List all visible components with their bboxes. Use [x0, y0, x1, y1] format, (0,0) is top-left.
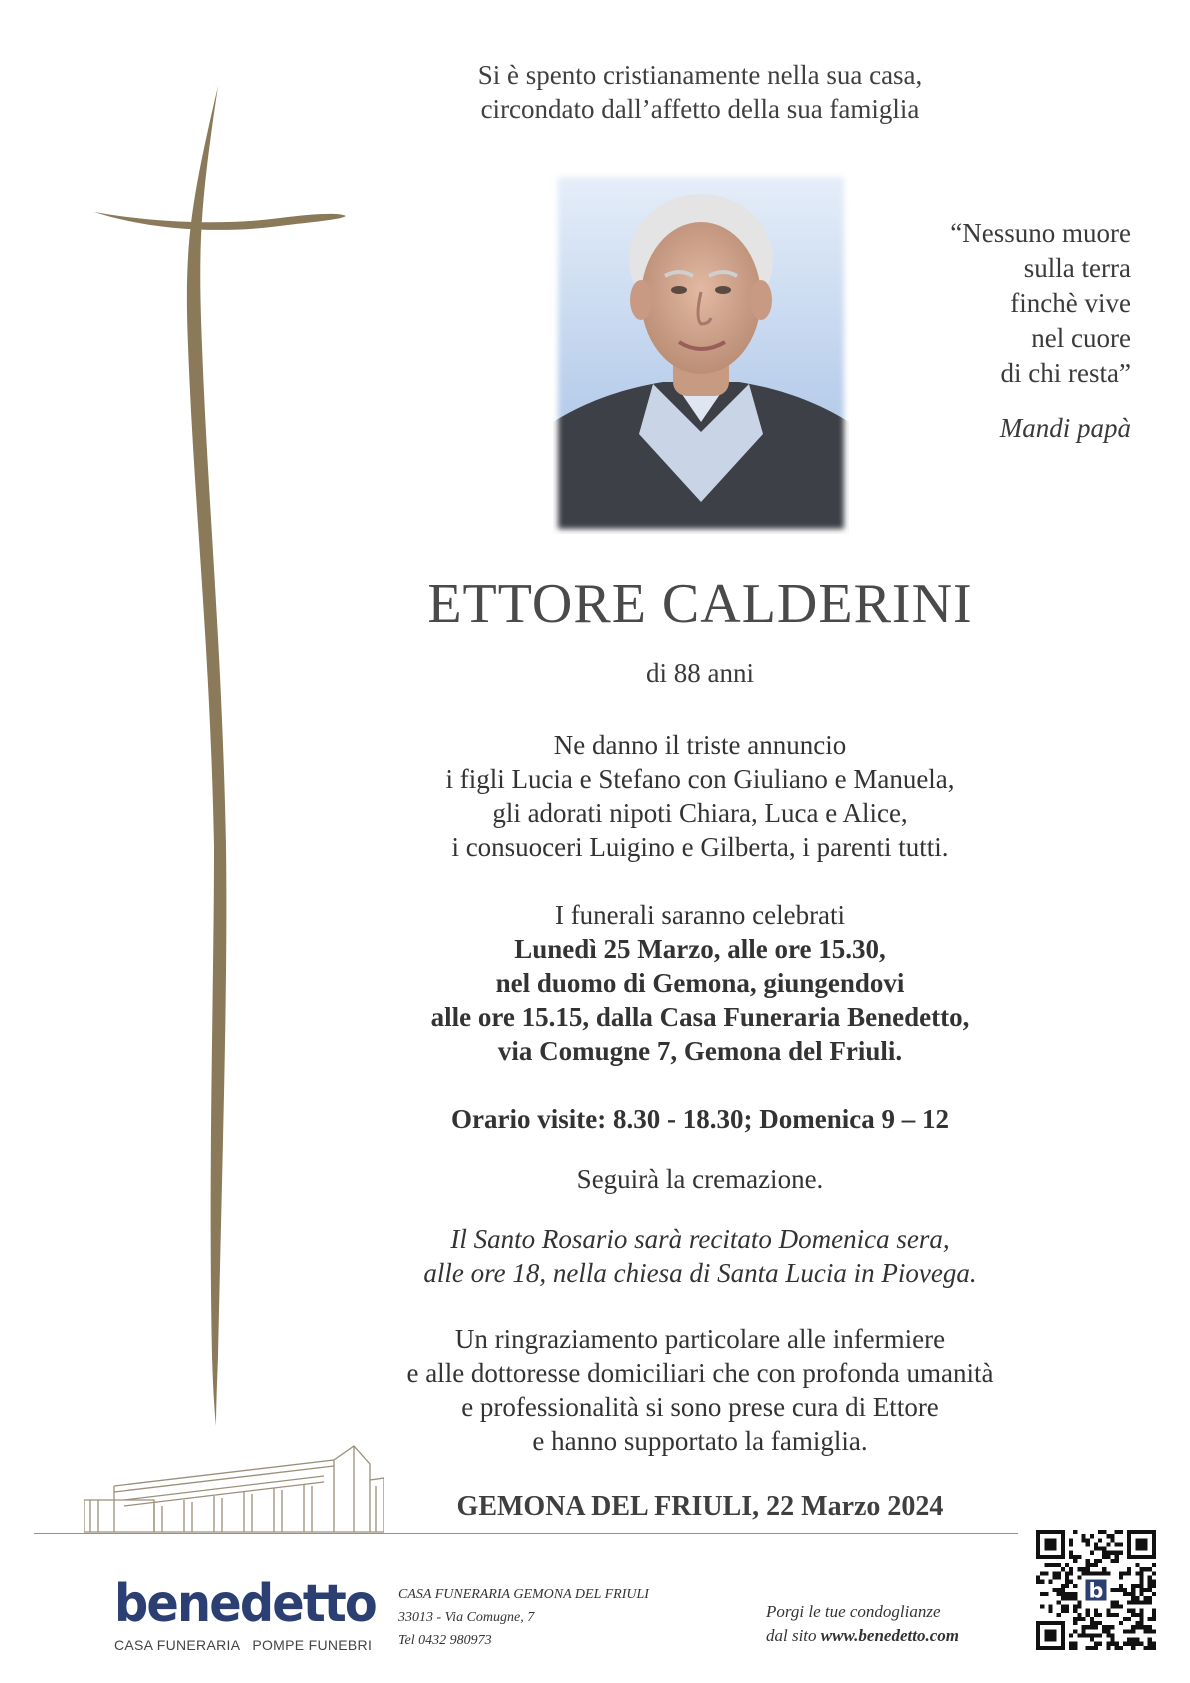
funeral-intro: I funerali saranno celebrati	[554, 900, 846, 930]
thanks-line: Un ringraziamento particolare alle infermiere	[454, 1324, 946, 1354]
divider-line	[34, 1533, 1018, 1534]
deceased-age: di 88 anni	[646, 658, 754, 688]
announcement-line: i consuoceri Luigino e Gilberta, i parenti tutti.	[451, 832, 949, 862]
rosary-line: Il Santo Rosario sarà recitato Domenica sera,	[450, 1224, 950, 1254]
brand-tagline-left: CASA FUNERARIA	[114, 1637, 241, 1653]
address-line: 33013 - Via Comugne, 7	[398, 1610, 535, 1625]
thanks-line: e hanno supportato la famiglia.	[532, 1426, 868, 1456]
quote-line: finchè vive	[1010, 288, 1131, 318]
brand-logo: benedetto	[114, 1574, 376, 1634]
quote-line: di chi resta”	[1000, 358, 1131, 388]
building-icon	[84, 1420, 384, 1540]
cross-icon	[90, 86, 350, 1446]
quote-block	[831, 216, 1131, 446]
quote-signoff: Mandi papà	[999, 413, 1131, 443]
announcement-line: gli adorati nipoti Chiara, Luca e Alice,	[492, 798, 908, 828]
rosary-block	[340, 1222, 1060, 1290]
announcement-line: Ne danno il triste annuncio	[553, 730, 847, 760]
condolences-line: Porgi le tue condoglianze	[766, 1602, 941, 1621]
brand-tagline	[114, 1637, 372, 1653]
qr-code-icon[interactable]	[1036, 1530, 1156, 1650]
funeral-detail: nel duomo di Gemona, giungendovi	[495, 968, 905, 998]
funeral-block	[340, 898, 1060, 1068]
thanks-line: e professionalità si sono prese cura di Ettore	[461, 1392, 939, 1422]
place-date: GEMONA DEL FRIULI, 22 Marzo 2024	[456, 1491, 944, 1522]
funeral-detail: Lunedì 25 Marzo, alle ore 15.30,	[514, 934, 886, 964]
website-link[interactable]: www.benedetto.com	[820, 1626, 959, 1645]
funeral-detail: via Comugne 7, Gemona del Friuli.	[497, 1036, 903, 1066]
thanks-line: e alle dottoresse domiciliari che con profonda umanità	[406, 1358, 994, 1388]
visiting-hours: Orario visite: 8.30 - 18.30; Domenica 9 – 12	[451, 1104, 949, 1134]
address-block	[398, 1583, 649, 1652]
quote-line: sulla terra	[1023, 253, 1131, 283]
thanks-block	[340, 1322, 1060, 1458]
brand-tagline-right: POMPE FUNEBRI	[252, 1637, 373, 1653]
portrait-photo	[553, 172, 849, 534]
announcement-block	[340, 728, 1060, 864]
rosary-line: alle ore 18, nella chiesa di Santa Lucia in Piovega.	[423, 1258, 977, 1288]
funeral-detail: alle ore 15.15, dalla Casa Funeraria Benedetto,	[430, 1002, 970, 1032]
quote-line: “Nessuno muore	[950, 218, 1131, 248]
deceased-name: ETTORE CALDERINI	[427, 573, 973, 635]
condolences-prefix: dal sito	[766, 1626, 821, 1645]
address-line: CASA FUNERARIA GEMONA DEL FRIULI	[398, 1587, 649, 1602]
intro-line: Si è spento cristianamente nella sua casa,	[477, 60, 923, 90]
cremation-note: Seguirà la cremazione.	[576, 1164, 824, 1194]
svg-text:b: b	[1088, 1578, 1104, 1603]
intro-text	[340, 58, 1060, 126]
quote-line: nel cuore	[1031, 323, 1131, 353]
condolences-line	[766, 1624, 959, 1648]
address-line: Tel 0432 980973	[398, 1633, 492, 1648]
condolences-block	[766, 1600, 959, 1648]
intro-line: circondato dall’affetto della sua famiglia	[480, 94, 920, 124]
announcement-line: i figli Lucia e Stefano con Giuliano e Manuela,	[445, 764, 955, 794]
